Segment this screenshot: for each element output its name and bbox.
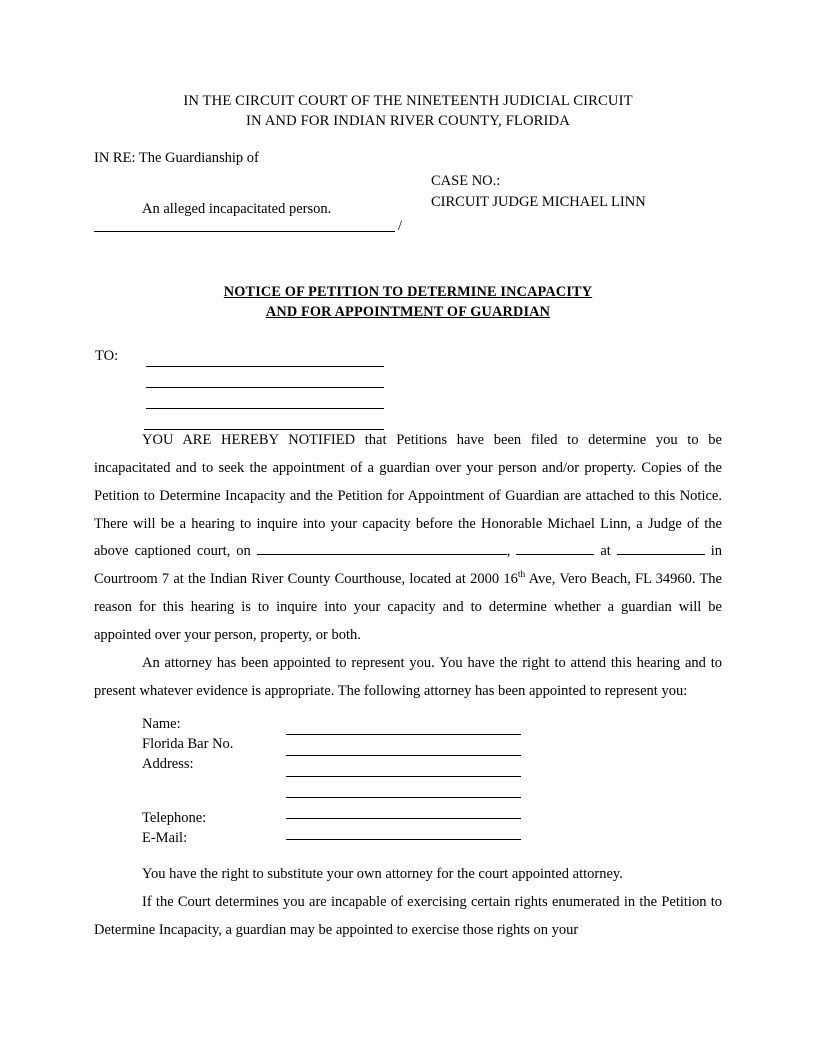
paragraph-notice-part-b: , (506, 543, 517, 560)
paragraph-rights: If the Court determines you are incapable of exercising certain rights enumerated in the Petition to Determine Incapacity, a guardian may be appointed to exercise those rights on your (94, 894, 722, 939)
court-header-line-1: IN THE CIRCUIT COURT OF THE NINETEENTH JUDICIAL CIRCUIT (183, 93, 633, 109)
case-info (431, 171, 646, 213)
judge-name: CIRCUIT JUDGE MICHAEL LINN (431, 193, 646, 210)
attorney-name-blank[interactable] (286, 734, 521, 735)
court-header (94, 92, 722, 132)
paragraph-notice-part-d: in Courtroom 7 at the Indian River County Courthouse, located at 2000 16 (94, 543, 723, 588)
closing-paragraphs (94, 861, 722, 944)
caption-slash: / (398, 217, 403, 234)
court-header-line-2: IN AND FOR INDIAN RIVER COUNTY, FLORIDA (246, 112, 570, 129)
attorney-bar-blank[interactable] (286, 755, 521, 756)
case-caption (94, 151, 722, 246)
alleged-person-text: An alleged incapacitated person. (142, 200, 332, 217)
caption-divider-line (94, 231, 395, 232)
attorney-telephone-blank[interactable] (286, 818, 521, 819)
to-field-line-3[interactable] (146, 408, 384, 409)
hearing-date-blank[interactable] (257, 554, 507, 555)
to-label: TO: (95, 348, 119, 365)
attorney-name-label: Name: (142, 716, 181, 733)
in-re-text: IN RE: The Guardianship of (94, 149, 259, 166)
paragraph-notice-part-e: Ave, Vero Beach, FL 34960. The reason for this hearing is to inquire into your capacity and to determine whether a guardian will be appointed over your person, property, or both. (94, 571, 722, 643)
document-title-line-1: NOTICE OF PETITION TO DETERMINE INCAPACITY (223, 283, 593, 300)
to-block (94, 349, 722, 427)
paragraph-notice (94, 427, 722, 650)
hearing-time-blank[interactable] (516, 554, 594, 555)
attorney-email-label: E-Mail: (142, 830, 188, 847)
attorney-bar-label: Florida Bar No. (142, 736, 234, 753)
paragraph-notice-part-a: YOU ARE HEREBY NOTIFIED that Petitions have been filed to determine you to be incapacitated and to seek the appointment of a guardian over your person and/or property. Copies of the Petition to Determine Incapacity and the Petition for Appointment of Guardian are attached to this Notice. There will be a hearing to inquire into your capacity before the Honorable Michael Linn, a Judge of the above captioned court, on (94, 432, 722, 560)
document-title (94, 282, 722, 323)
attorney-address-blank-1[interactable] (286, 776, 521, 777)
paragraph-substitute-attorney: You have the right to substitute your own attorney for the court appointed attorney. (142, 866, 623, 883)
paragraph-notice-part-c: at (594, 543, 617, 560)
to-field-line-4[interactable] (144, 429, 384, 430)
attorney-telephone-label: Telephone: (142, 810, 207, 827)
attorney-email-blank[interactable] (286, 839, 521, 840)
document-title-line-2: AND FOR APPOINTMENT OF GUARDIAN (265, 304, 551, 321)
attorney-info-block (94, 717, 722, 849)
hearing-hour-blank[interactable] (617, 554, 705, 555)
attorney-address-label: Address: (142, 756, 194, 773)
case-number-label: CASE NO.: (431, 172, 501, 189)
ordinal-suffix: th (517, 570, 526, 581)
document-content (94, 92, 722, 945)
to-field-line-1[interactable] (146, 366, 384, 367)
attorney-address-blank-2[interactable] (286, 797, 521, 798)
paragraph-attorney-appointed: An attorney has been appointed to represent you. You have the right to attend this hearing and to present whatever evidence is appropriate. The following attorney has been appointed to represent you: (94, 654, 722, 699)
to-field-line-2[interactable] (146, 387, 384, 388)
